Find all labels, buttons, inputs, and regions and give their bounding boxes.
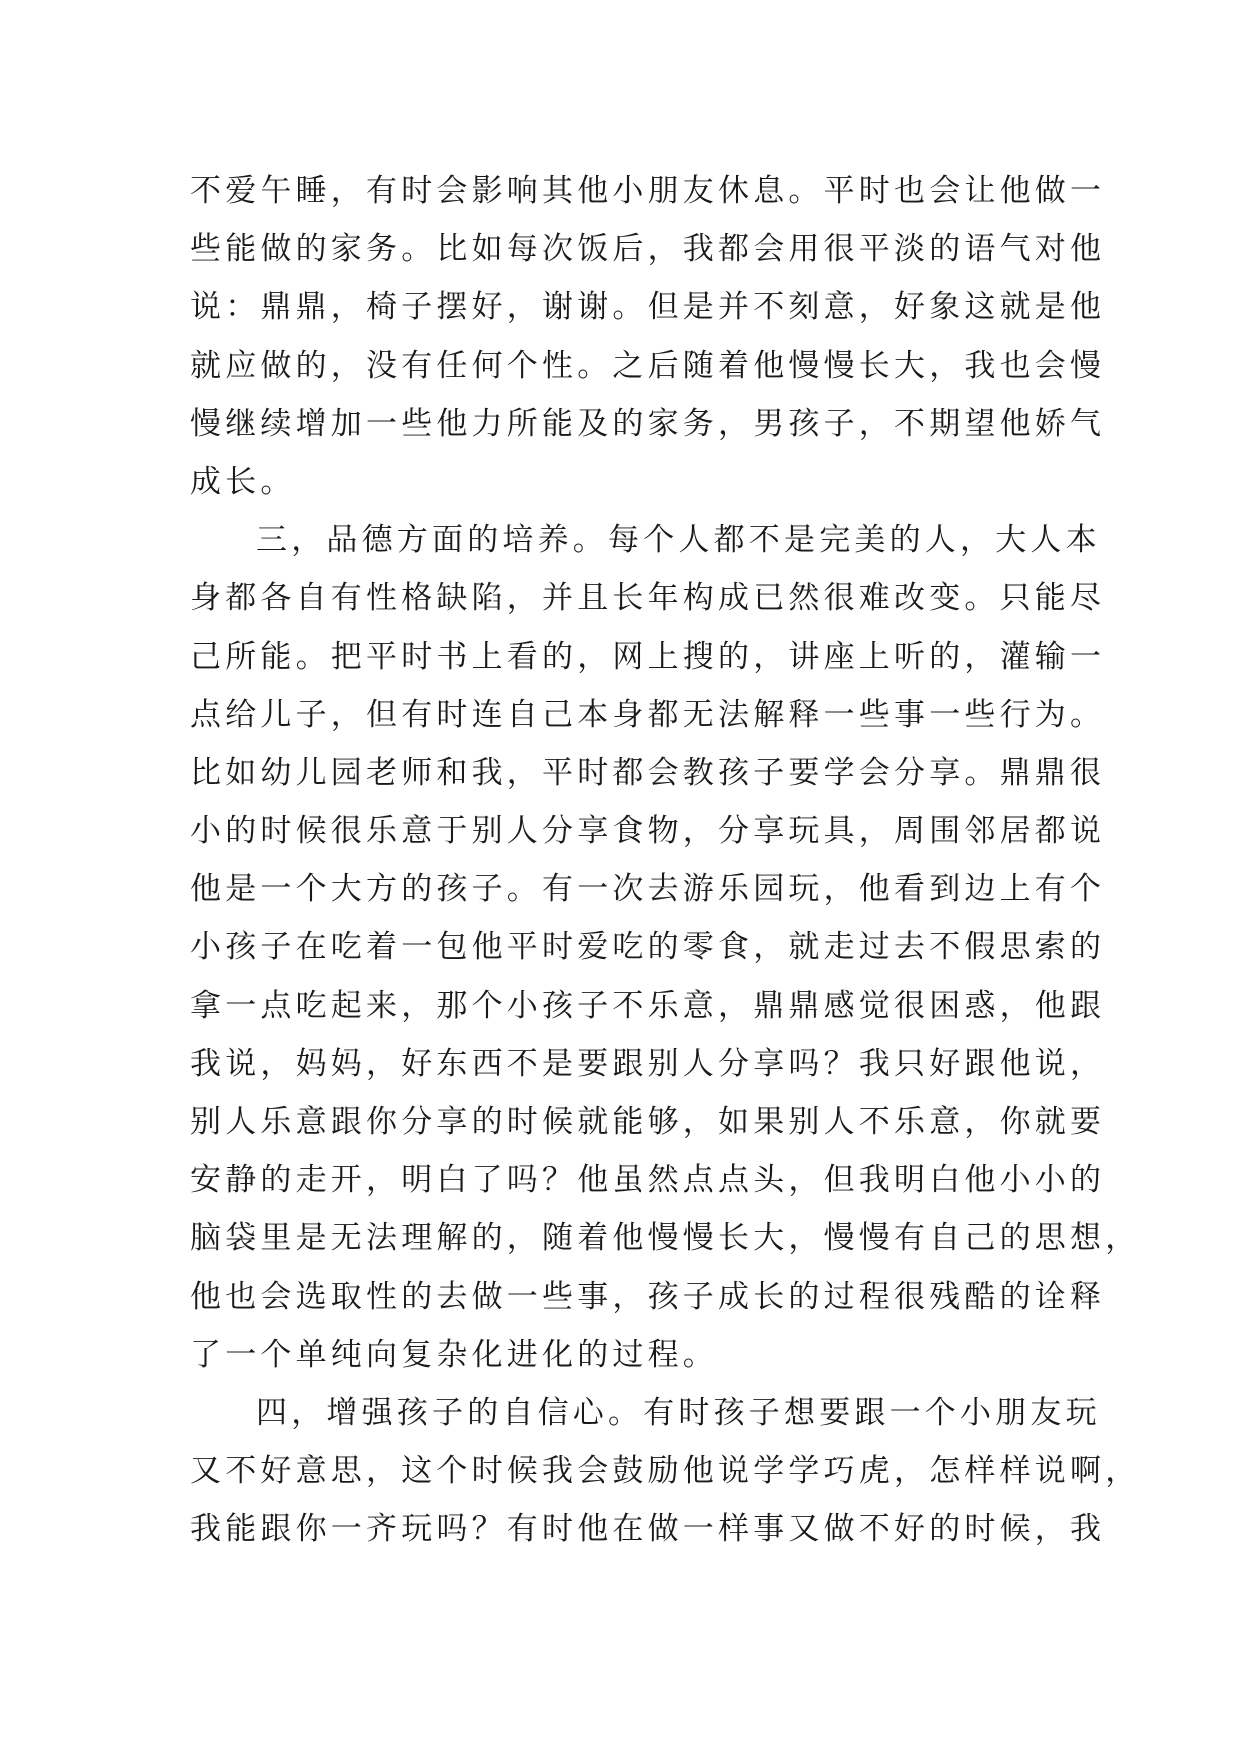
- text-line: 己所能。把平时书上看的，网上搜的，讲座上听的，灌输一: [190, 638, 1106, 675]
- text-line: 身都各自有性格缺陷，并且长年构成已然很难改变。只能尽: [190, 580, 1106, 617]
- text-line: 别人乐意跟你分享的时候就能够，如果别人不乐意，你就要: [190, 1104, 1106, 1140]
- text-line: 说：鼎鼎，椅子摆好，谢谢。但是并不刻意，好象这就是他: [190, 289, 1106, 326]
- paragraph-start-line: 三，品德方面的培养。每个人都不是完美的人，大人本: [256, 522, 1101, 559]
- text-line: 安静的走开，明白了吗？他虽然点点头，但我明白他小小的: [190, 1162, 1106, 1199]
- text-line: 拿一点吃起来，那个小孩子不乐意，鼎鼎感觉很困惑，他跟: [190, 987, 1106, 1024]
- text-line: 不爱午睡，有时会影响其他小朋友休息。平时也会让他做一: [190, 173, 1106, 209]
- text-line: 小的时候很乐意于别人分享食物，分享玩具，周围邻居都说: [190, 813, 1106, 850]
- text-line: 小孩子在吃着一包他平时爱吃的零食，就走过去不假思索的: [190, 929, 1106, 966]
- text-line: 又不好意思，这个时候我会鼓励他说学学巧虎，怎样样说啊，: [190, 1453, 1141, 1490]
- paragraph-start-line: 四，增强孩子的自信心。有时孩子想要跟一个小朋友玩: [256, 1394, 1101, 1431]
- text-line: 比如幼儿园老师和我，平时都会教孩子要学会分享。鼎鼎很: [190, 754, 1106, 791]
- text-line: 他也会选取性的去做一些事，孩子成长的过程很残酷的诠释: [190, 1278, 1106, 1315]
- text-line: 就应做的，没有任何个性。之后随着他慢慢长大，我也会慢: [190, 347, 1106, 384]
- text-line: 我能跟你一齐玩吗？有时他在做一样事又做不好的时候，我: [190, 1511, 1106, 1548]
- text-line: 他是一个大方的孩子。有一次去游乐园玩，他看到边上有个: [190, 871, 1106, 908]
- text-line: 成长。: [190, 463, 296, 500]
- text-line: 慢继续增加一些他力所能及的家务，男孩子，不期望他娇气: [190, 405, 1106, 442]
- text-line: 了一个单纯向复杂化进化的过程。: [190, 1336, 718, 1373]
- text-line: 脑袋里是无法理解的，随着他慢慢长大，慢慢有自己的思想，: [190, 1220, 1141, 1257]
- text-line: 我说，妈妈，好东西不是要跟别人分享吗？我只好跟他说，: [190, 1045, 1106, 1082]
- text-line: 点给儿子，但有时连自己本身都无法解释一些事一些行为。: [190, 696, 1106, 733]
- text-line: 些能做的家务。比如每次饭后，我都会用很平淡的语气对他: [190, 231, 1106, 268]
- body-text: [190, 162, 1141, 1559]
